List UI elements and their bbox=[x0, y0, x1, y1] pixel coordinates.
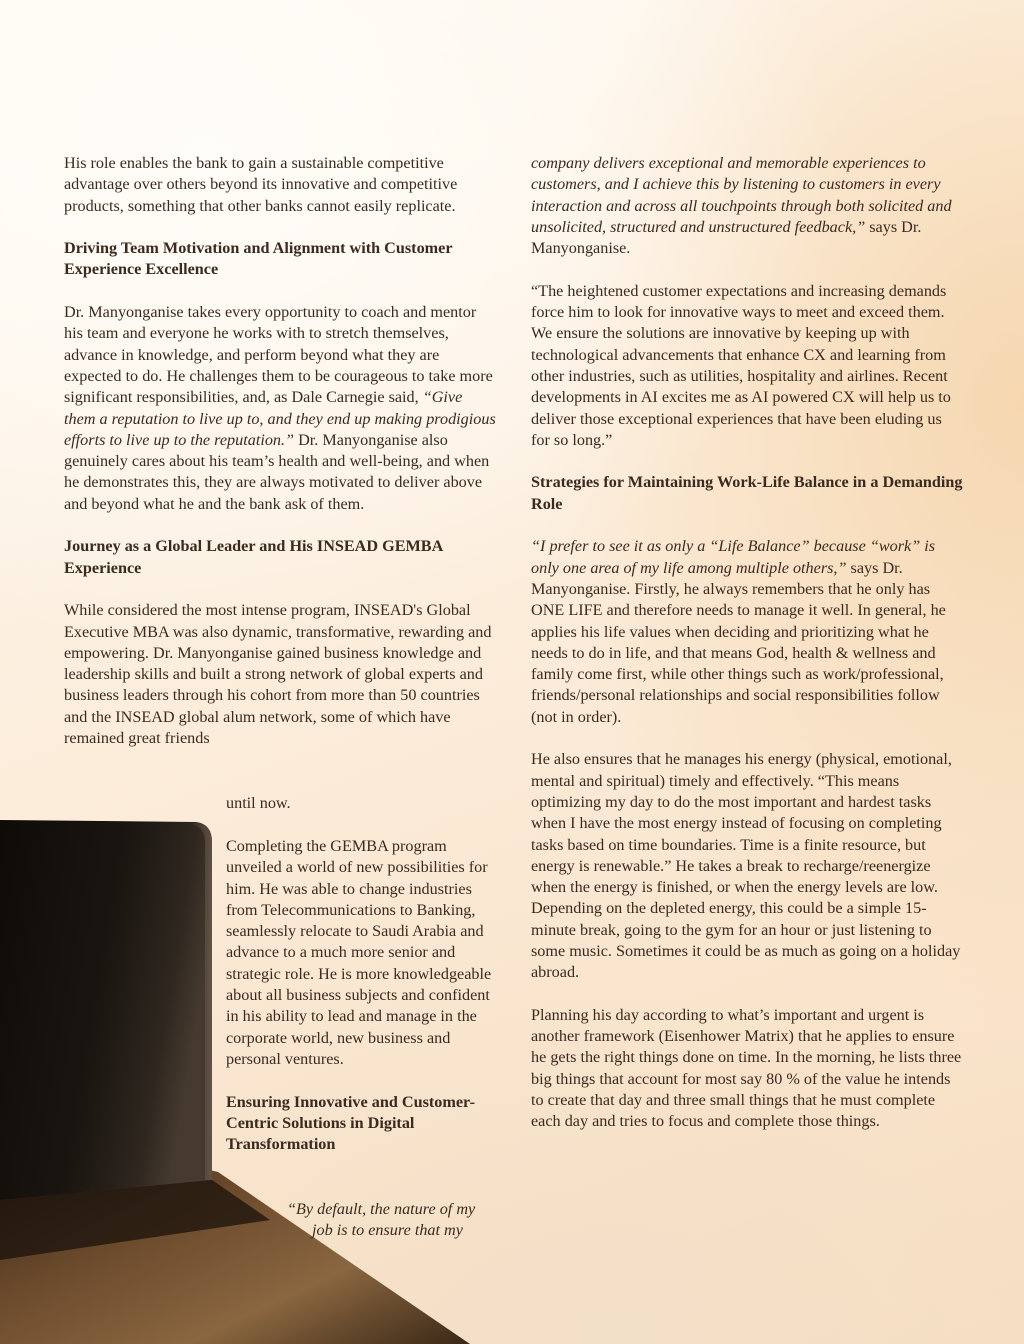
right-paragraph-quote bbox=[531, 153, 963, 259]
right-column bbox=[531, 153, 963, 1154]
carnegie-quote: “Give them a reputation to live up to, and they end up making prodigious efforts to live up to the reputation.” bbox=[64, 388, 496, 449]
insead-paragraph-end-text: until now. bbox=[226, 794, 291, 812]
right-paragraph-expectations: “The heightened customer expectations and increasing demands force him to look for innovative ways to meet and exceed them. We ensure the solutions are innovative by keeping up with technological advancements that enhance CX and learning from other industries, such as utilities, hospitality and airlines. Recent developments in AI excites me as AI powered CX will help us to deliver those exceptional experiences that have been eluding us for so long.” bbox=[531, 281, 951, 449]
cx-quote: company delivers exceptional and memorable experiences to customers, and I achieve this by listening to customers in every interaction and across all touchpoints through both solicited and unsolicited, structured and unstructured feedback,” bbox=[531, 154, 952, 236]
left-paragraph-insead: While considered the most intense program, INSEAD's Global Executive MBA was also dynamic, transformative, rewarding and empowering. Dr. Manyonganise gained business knowledge and leadership skills and built a strong network of global experts and business leaders through his cohort from more than 50 countries and the INSEAD global alum network, some of which have remained great friends bbox=[64, 601, 492, 748]
coaching-text: Dr. Manyonganise takes every opportunity to coach and mentor his team and everyone he works with to stretch themselves, advance in knowledge, and perform beyond what they are expected to do. He challenges them to be courageous to take more significant responsibilities, and, as Dale Carnegie said, bbox=[64, 303, 493, 407]
left-column-wrap bbox=[226, 836, 498, 1177]
cx-quote-attribution: says Dr. Manyonganise. bbox=[531, 217, 922, 258]
left-paragraph-gemba: Completing the GEMBA program unveiled a world of new possibilities for him. He was able to change industries from Telecommunications to Banking, seamlessly relocate to Saudi Arabia and advance to a much more senior and strategic role. He is more knowledgeable about all business subjects and confident in his ability to lead and manage in the corporate world, new business and personal ventures. bbox=[226, 837, 492, 1068]
heading-team-motivation: Driving Team Motivation and Alignment with Customer Experience Excellence bbox=[64, 239, 453, 279]
insead-paragraph-end bbox=[226, 793, 498, 814]
left-paragraph-coaching bbox=[64, 302, 496, 515]
coaching-text-cont: Dr. Manyonganise also genuinely cares about his team’s health and well-being, and when he demonstrates this, they are always motivated to deliver above and beyond what he and the bank ask of them. bbox=[64, 430, 490, 513]
right-paragraph-energy: He also ensures that he manages his energy (physical, emotional, mental and spiritual) timely and effectively. “This means optimizing my day to do the most important and hardest tasks when I have the most energy instead of focusing on completing tasks based on time boundaries. Time is a finite resource, but energy is renewable.” He takes a break to recharge/reenergize when the energy is finished, or when the energy levels are low. Depending on the depleted energy, this could be a simple 15-minute break, going to the gym for an hour or just listening to some music. Sometimes it could be as much as going on a holiday abroad. bbox=[531, 750, 961, 982]
life-balance-text: says Dr. Manyonganise. Firstly, he always remembers that he only has ONE LIFE and therefore needs to manage it well. In general, he applies his life values when deciding and prioritizing what he needs to do in life, and that means God, health & wellness and family come first, while other things such as work/professional, friends/personal relationships and social responsibilities follow (not in order). bbox=[531, 558, 946, 726]
quote-line-1: “By default, the nature of my bbox=[287, 1200, 476, 1218]
heading-work-life-balance: Strategies for Maintaining Work-Life Balance in a Demanding Role bbox=[531, 473, 963, 513]
heading-digital-transformation: Ensuring Innovative and Customer-Centric Solutions in Digital Transformation bbox=[226, 1092, 475, 1154]
heading-global-leader: Journey as a Global Leader and His INSEAD GEMBA Experience bbox=[64, 537, 443, 577]
right-paragraph-life-balance bbox=[531, 536, 963, 728]
left-paragraph-intro: His role enables the bank to gain a sustainable competitive advantage over others beyond its innovative and competitive products, something that other banks cannot easily replicate. bbox=[64, 154, 458, 215]
right-paragraph-planning: Planning his day according to what’s important and urgent is another framework (Eisenhower Matrix) that he applies to ensure he gets the right things done on time. In the morning, he lists three big things that account for most say 80 % of the value he intends to create that day and three small things that he must complete each day and tries to focus and complete those things. bbox=[531, 1005, 962, 1131]
left-column bbox=[64, 153, 496, 749]
quote-line-2: job is to ensure that my bbox=[312, 1221, 463, 1239]
life-balance-quote: “I prefer to see it as only a “Life Balance” because “work” is only one area of my life among multiple others,” bbox=[531, 537, 936, 577]
